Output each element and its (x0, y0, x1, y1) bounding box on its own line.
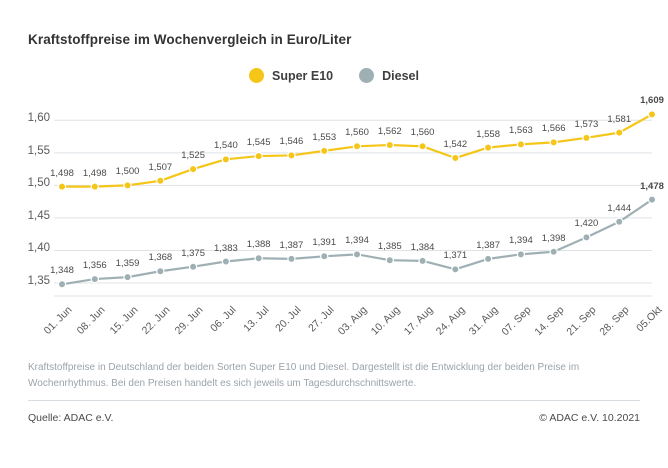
y-axis-tick: 1,35 (27, 274, 50, 287)
y-axis-tick: 1,60 (27, 112, 50, 125)
data-point-label: 1,391 (312, 237, 337, 249)
data-point (190, 165, 197, 172)
data-point (91, 275, 98, 282)
x-axis-tick: 31. Aug (466, 304, 501, 338)
data-point (386, 257, 393, 264)
x-axis-tick: 01. Jun (41, 304, 75, 337)
data-point (485, 255, 492, 262)
data-point-label: 1,560 (345, 127, 369, 139)
data-point-label: 1,609 (640, 95, 664, 107)
data-point-label: 1,553 (312, 131, 337, 143)
data-point (616, 218, 623, 225)
data-point-label: 1,498 (82, 167, 107, 179)
data-point-label: 1,375 (181, 247, 205, 259)
data-point-label: 1,566 (541, 123, 566, 135)
data-point (157, 177, 164, 184)
x-axis-tick: 22. Jun (139, 304, 173, 337)
data-point-label: 1,394 (345, 235, 369, 247)
data-point (91, 183, 98, 190)
data-point (124, 274, 131, 281)
chart-footnote: Kraftstoffpreise in Deutschland der beiden Sorten Super E10 und Diesel. Dargestellt ist die Entwicklung der beiden Preise im Wochenrhythmus. Bei den Preisen handelt es sich jeweils um Tagesdurchschnittswerte. (28, 362, 580, 389)
x-axis-tick: 29. Jun (172, 304, 206, 337)
data-point-label: 1,525 (181, 150, 205, 162)
data-point-label: 1,542 (443, 139, 468, 151)
x-axis-tick: 15. Jun (107, 304, 141, 337)
data-point (550, 248, 557, 255)
y-axis-tick: 1,50 (27, 177, 50, 190)
data-point (616, 129, 623, 136)
x-axis-tick: 27. Jul (306, 304, 337, 335)
data-point-label: 1,500 (115, 166, 140, 178)
x-axis-tick: 20. Jul (273, 304, 304, 335)
data-point-label: 1,573 (574, 118, 599, 130)
data-point (321, 147, 328, 154)
data-point (190, 263, 197, 270)
data-point (648, 111, 655, 118)
data-point (452, 266, 459, 273)
copyright-label: © ADAC e.V. 10.2021 (539, 412, 640, 424)
data-point (124, 182, 131, 189)
data-point-label: 1,540 (213, 140, 238, 152)
data-point-label: 1,388 (246, 239, 271, 251)
data-point (583, 234, 590, 241)
data-point (58, 281, 65, 288)
legend-item-diesel (359, 68, 419, 83)
data-point-label: 1,387 (476, 239, 500, 251)
chart-legend (0, 68, 668, 83)
data-point-label: 1,385 (377, 241, 402, 253)
x-axis-tick: 28. Sep (597, 304, 632, 339)
x-axis-tick: 07. Sep (499, 304, 534, 339)
footer-divider (28, 400, 640, 401)
data-point-label: 1,546 (279, 136, 304, 148)
data-point-label: 1,359 (115, 258, 140, 270)
source-label: Quelle: ADAC e.V. (28, 412, 114, 424)
data-point-label: 1,368 (148, 252, 173, 264)
data-point (452, 154, 459, 161)
data-point (386, 141, 393, 148)
data-point-label: 1,383 (213, 242, 238, 254)
data-point-label: 1,498 (50, 167, 74, 179)
data-point (288, 255, 295, 262)
data-point (550, 139, 557, 146)
data-point (288, 152, 295, 159)
data-point-label: 1,507 (148, 161, 173, 173)
y-axis-tick: 1,55 (27, 144, 50, 157)
x-axis-tick: 06. Jul (207, 304, 239, 335)
x-axis-tick: 05.Okt (634, 304, 665, 335)
legend-label-diesel: Diesel (382, 68, 419, 83)
data-point-label: 1,348 (50, 265, 74, 277)
x-axis-tick: 08. Jun (74, 304, 108, 337)
legend-dot-yellow-icon (249, 68, 264, 83)
data-point-label: 1,387 (279, 239, 304, 251)
x-axis-tick: 13. Jul (240, 304, 272, 335)
y-axis-tick: 1,45 (27, 209, 50, 222)
data-point (517, 141, 524, 148)
data-point-label: 1,420 (574, 218, 599, 230)
data-point (517, 251, 524, 258)
data-point (222, 258, 229, 265)
data-point (648, 196, 655, 203)
data-point (353, 143, 360, 150)
data-point-label: 1,356 (82, 260, 107, 272)
data-point-label: 1,398 (541, 232, 566, 244)
data-point-label: 1,581 (607, 113, 632, 125)
data-point-label: 1,563 (508, 125, 533, 137)
data-point (419, 143, 426, 150)
data-point (419, 257, 426, 264)
legend-item-super-e10 (249, 68, 333, 83)
data-point (157, 268, 164, 275)
data-point-label: 1,545 (246, 137, 271, 149)
x-axis-tick: 10. Aug (368, 304, 403, 338)
data-point-label: 1,560 (410, 127, 435, 139)
data-point (485, 144, 492, 151)
data-point (58, 183, 65, 190)
data-point-label: 1,444 (607, 202, 632, 214)
data-point-label: 1,562 (377, 126, 402, 137)
page-title: Kraftstoffpreise im Wochenvergleich in Euro/Liter (28, 32, 352, 47)
data-point (222, 156, 229, 163)
data-point-label: 1,558 (476, 128, 500, 140)
data-point-label: 1,478 (640, 180, 664, 192)
legend-label-super-e10: Super E10 (272, 68, 334, 83)
data-point (321, 253, 328, 260)
data-point (255, 152, 262, 159)
data-point (583, 134, 590, 141)
x-axis-tick: 17. Aug (401, 304, 436, 338)
data-point-label: 1,384 (410, 241, 435, 253)
y-axis-tick: 1,40 (27, 242, 50, 255)
x-axis-tick: 14. Sep (532, 304, 567, 339)
x-axis-tick: 03. Aug (335, 304, 370, 338)
data-point (255, 255, 262, 262)
x-axis-tick: 21. Sep (564, 304, 599, 339)
data-point-label: 1,371 (443, 250, 468, 262)
data-point (353, 251, 360, 258)
data-point-label: 1,394 (508, 235, 533, 247)
legend-dot-grey-icon (359, 68, 374, 83)
x-axis-tick: 24. Aug (434, 304, 468, 338)
